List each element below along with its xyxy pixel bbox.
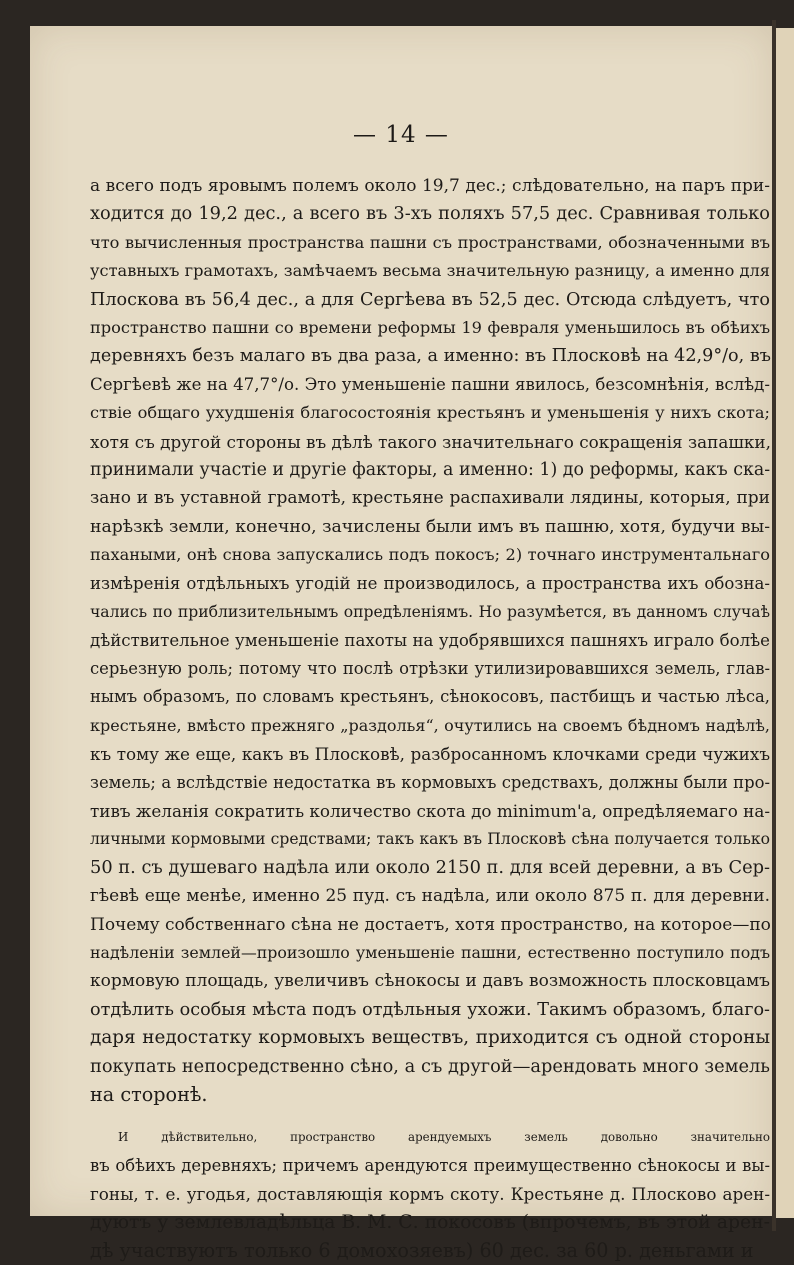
text-line: крестьяне, вмѣсто прежняго „раздолья“, очутились на своемъ бѣдномъ надѣлѣ, [90, 715, 770, 735]
text-line: къ тому же еще, какъ въ Плосковѣ, разбросанномъ клочками среди чужихъ [90, 744, 770, 765]
text-line: даря недостатку кормовыхъ веществъ, приходится съ одной стороны [90, 1027, 770, 1049]
text-line: дуютъ у землевладѣльца В. М. С. покосовъ (впрочемъ, въ этой арен- [90, 1211, 770, 1233]
text-line: 50 п. съ душеваго надѣла или около 2150 п. для всей деревни, а въ Сер- [90, 856, 770, 878]
text-line: серьезную роль; потому что послѣ отрѣзки утилизировавшихся земель, глав- [90, 658, 770, 678]
text-line: гѣевѣ еще менѣе, именно 25 пуд. съ надѣла, или около 875 п. для деревни. [90, 886, 770, 907]
page-number: — 14 — [353, 122, 449, 148]
text-line: Почему собственнаго сѣна не достаетъ, хотя пространство, на которое—по [90, 914, 771, 935]
body-text [90, 172, 770, 1265]
text-line: ходится до 19,2 дес., а всего въ 3-хъ поляхъ 57,5 дес. Сравнивая только [90, 203, 770, 225]
text-line: принимали участіе и другіе факторы, а именно: 1) до реформы, какъ ска- [90, 460, 771, 481]
text-line: въ обѣихъ деревняхъ; причемъ арендуются преимущественно сѣнокосы и вы- [90, 1155, 770, 1175]
text-line: Плоскова въ 56,4 дес., а для Сергѣева въ 52,5 дес. Отсюда слѣдуетъ, что [90, 289, 770, 310]
document-page [30, 26, 772, 1263]
text-line: отдѣлить особыя мѣста подъ отдѣльныя ухожи. Такимъ образомъ, благо- [90, 999, 770, 1020]
text-line: покупать непосредственно сѣно, а съ другой—арендовать много земель [90, 1055, 770, 1077]
text-line: дѣйствительное уменьшеніе пахоты на удобрявшихся пашняхъ играло болѣе [90, 630, 770, 650]
text-line: хотя съ другой стороны въ дѣлѣ такого значительнаго сокращенія запашки, [90, 431, 771, 452]
text-line: личными кормовыми средствами; такъ какъ въ Плосковѣ сѣна получается только [90, 830, 770, 849]
text-line: пространство пашни со времени реформы 19 февраля уменьшилось въ обѣихъ [90, 318, 770, 338]
text-line: надѣленіи землей—произошло уменьшеніе пашни, естественно поступило подъ [90, 942, 770, 962]
text-line: гоны, т. е. угодья, доставляющія кормъ скоту. Крестьяне д. Плосково арен- [90, 1184, 770, 1205]
paragraph-1 [90, 172, 770, 1109]
text-line: кормовую площадь, увеличивъ сѣнокосы и давъ возможность плосковцамъ [90, 971, 770, 992]
text-line: уставныхъ грамотахъ, замѣчаемъ весьма значительную разницу, а именно для [90, 261, 770, 281]
text-line: что вычисленныя пространства пашни съ пространствами, обозначенными въ [90, 232, 770, 252]
text-line: земель; а вслѣдствіе недостатка въ кормовыхъ средствахъ, должны были про- [90, 772, 770, 792]
adjacent-page-edge [776, 28, 794, 1218]
text-line: деревняхъ безъ малаго въ два раза, а именно: въ Плосковѣ на 42,9°/о, въ [90, 346, 771, 367]
text-line: на сторонѣ. [90, 1083, 208, 1106]
text-line: тивъ желанія сократить количество скота до minimum'a, опредѣляемаго на- [90, 800, 770, 821]
text-line: зано и въ уставной грамотѣ, крестьяне распахивали лядины, которыя, при [90, 488, 770, 509]
text-line: И дѣйствительно, пространство арендуемыхъ земель довольно значительно [118, 1130, 770, 1145]
text-line: измѣренія отдѣльныхъ угодій не производилось, а пространства ихъ обозна- [90, 573, 770, 593]
paragraph-2 [90, 1123, 770, 1265]
text-line: ствіе общаго ухудшенія благосостоянія крестьянъ и уменьшенія у нихъ скота; [90, 403, 770, 423]
text-line: нарѣзкѣ земли, конечно, зачислены были имъ въ пашню, хотя, будучи вы- [90, 516, 770, 537]
text-line: чались по приблизительнымъ опредѣленіямъ. Но разумѣется, въ данномъ случаѣ [90, 603, 770, 622]
text-line: Сергѣевѣ же на 47,7°/о. Это уменьшеніе пашни явилось, безсомнѣнія, вслѣд- [90, 374, 770, 394]
text-line: а всего подъ яровымъ полемъ около 19,7 дес.; слѣдовательно, на паръ при- [90, 176, 770, 196]
text-line: дѣ участвуютъ только 6 домохозяевъ) 60 дес. за 60 р. деньгами и [90, 1239, 754, 1263]
text-line: нымъ образомъ, по словамъ крестьянъ, сѣнокосовъ, пастбищъ и частью лѣса, [90, 687, 770, 707]
text-line: пахаными, онѣ снова запускались подъ покосъ; 2) точнаго инструментальнаго [90, 545, 770, 565]
